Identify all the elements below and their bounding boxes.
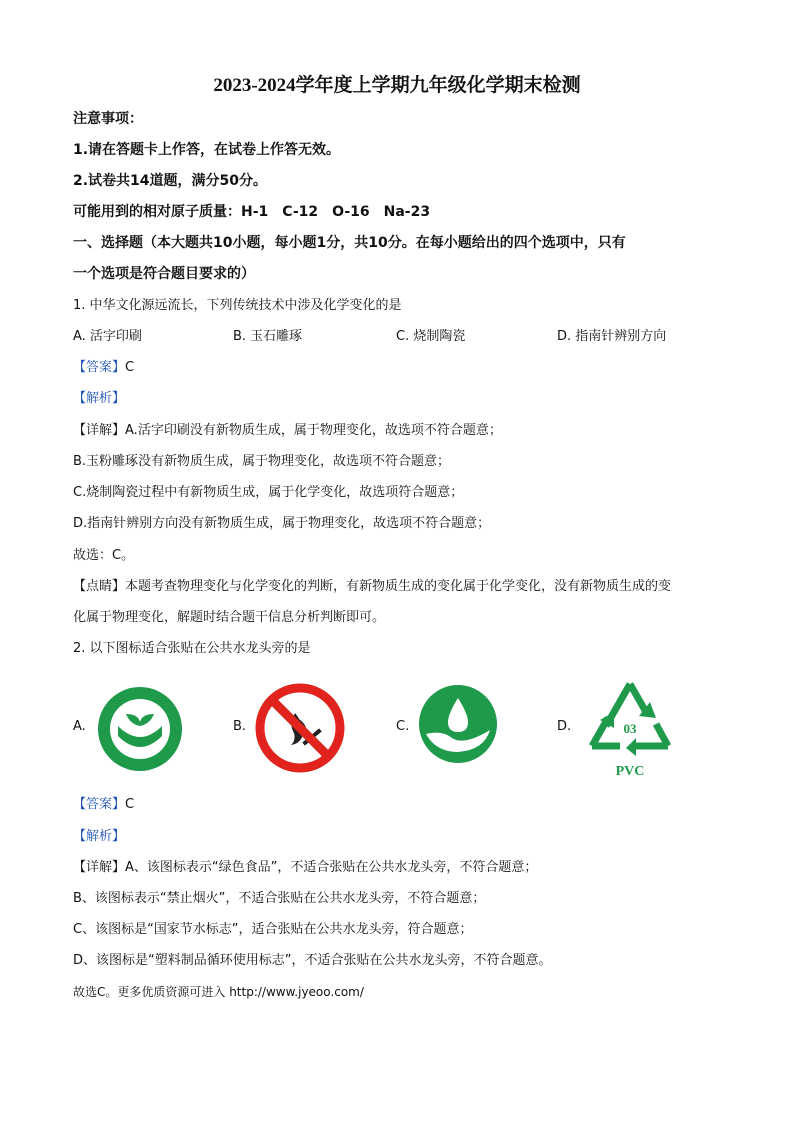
q1-conclusion: 故选：C。 — [73, 548, 135, 563]
notice-item-1: 1.请在答题卡上作答，在试卷上作答无效。 — [73, 142, 341, 158]
section-1-heading: 一、选择题（本大题共10小题，每小题1分，共10分。在每小题给出的四个选项中，只有 — [73, 235, 626, 251]
water-saving-icon — [418, 684, 498, 768]
q1-detail-d: D.指南针辨别方向没有新物质生成，属于物理变化，故选项不符合题意； — [73, 516, 491, 531]
notice-heading: 注意事项： — [73, 111, 143, 127]
q2-stem: 2. 以下图标适合张贴在公共水龙头旁的是 — [73, 641, 311, 656]
q2-option-b-label: B. — [233, 719, 247, 734]
q2-answer-value: C — [125, 797, 135, 812]
q2-analysis — [73, 828, 125, 846]
q2-option-c-label: C. — [396, 719, 410, 734]
q2-option-d-label: D. — [557, 719, 572, 734]
q2-detail-d: D、该图标是“塑料制品循环使用标志”，不适合张贴在公共水龙头旁，不符合题意。 — [73, 953, 552, 968]
q2-detail-b: B、该图标表示“禁止烟火”，不适合张贴在公共水龙头旁，不符合题意； — [73, 891, 486, 906]
notice-item-2: 2.试卷共14道题，满分50分。 — [73, 173, 268, 189]
q1-detail-a-text: A.活字印刷没有新物质生成，属于物理变化，故选项不符合题意； — [125, 423, 502, 438]
page-title: 2023-2024学年度上学期九年级化学期末检测 — [213, 75, 581, 96]
q1-comment-text: 本题考查物理变化与化学变化的判断，有新物质生成的变化属于化学变化，没有新物质生成的变 — [125, 579, 672, 594]
no-fire-icon — [255, 683, 345, 777]
q2-detail-tag: 【详解】 — [73, 860, 126, 875]
q1-detail-b: B.玉粉雕琢没有新物质生成，属于物理变化，故选项不符合题意； — [73, 454, 451, 469]
atomic-mass-note: 可能用到的相对原子质量：H-1 C-12 O-16 Na-23 — [73, 204, 431, 220]
q1-option-c: C. 烧制陶瓷 — [396, 329, 466, 344]
q1-option-b: B. 玉石雕琢 — [233, 329, 303, 344]
q1-comment-cont: 化属于物理变化，解题时结合题干信息分析判断即可。 — [73, 610, 386, 625]
q1-detail-a — [73, 422, 502, 440]
q2-answer-tag: 【答案】 — [73, 797, 126, 812]
section-1-heading-cont: 一个选项是符合题目要求的） — [73, 266, 255, 282]
q1-option-d: D. 指南针辨别方向 — [557, 329, 667, 344]
q1-answer-value: C — [125, 360, 135, 375]
q1-answer-tag: 【答案】 — [73, 360, 126, 375]
q2-conclusion: 故选C。更多优质资源可进入 http://www.jyeoo.com/ — [73, 985, 364, 999]
q1-stem: 1. 中华文化源远流长，下列传统技术中涉及化学变化的是 — [73, 298, 402, 313]
q1-comment — [73, 578, 671, 596]
q2-detail-c: C、该图标是“国家节水标志”，适合张贴在公共水龙头旁，符合题意； — [73, 922, 473, 937]
q1-answer — [73, 359, 134, 377]
q2-option-a-label: A. — [73, 719, 86, 734]
recycle-pvc-icon — [584, 678, 676, 784]
recycle-code: PVC — [615, 764, 645, 779]
green-food-icon — [97, 686, 183, 776]
q1-comment-tag: 【点睛】 — [73, 579, 126, 594]
q1-analysis — [73, 390, 125, 408]
q1-analysis-tag: 【解析】 — [73, 391, 126, 406]
q1-option-a: A. 活字印刷 — [73, 329, 142, 344]
q2-answer — [73, 796, 134, 814]
q2-detail-a — [73, 859, 537, 877]
q1-detail-c: C.烧制陶瓷过程中有新物质生成，属于化学变化，故选项符合题意； — [73, 485, 464, 500]
recycle-number: 03 — [623, 721, 637, 736]
q2-analysis-tag: 【解析】 — [73, 829, 126, 844]
q2-detail-a-text: A、该图标表示“绿色食品”，不适合张贴在公共水龙头旁，不符合题意； — [125, 860, 538, 875]
q1-detail-tag: 【详解】 — [73, 423, 126, 438]
